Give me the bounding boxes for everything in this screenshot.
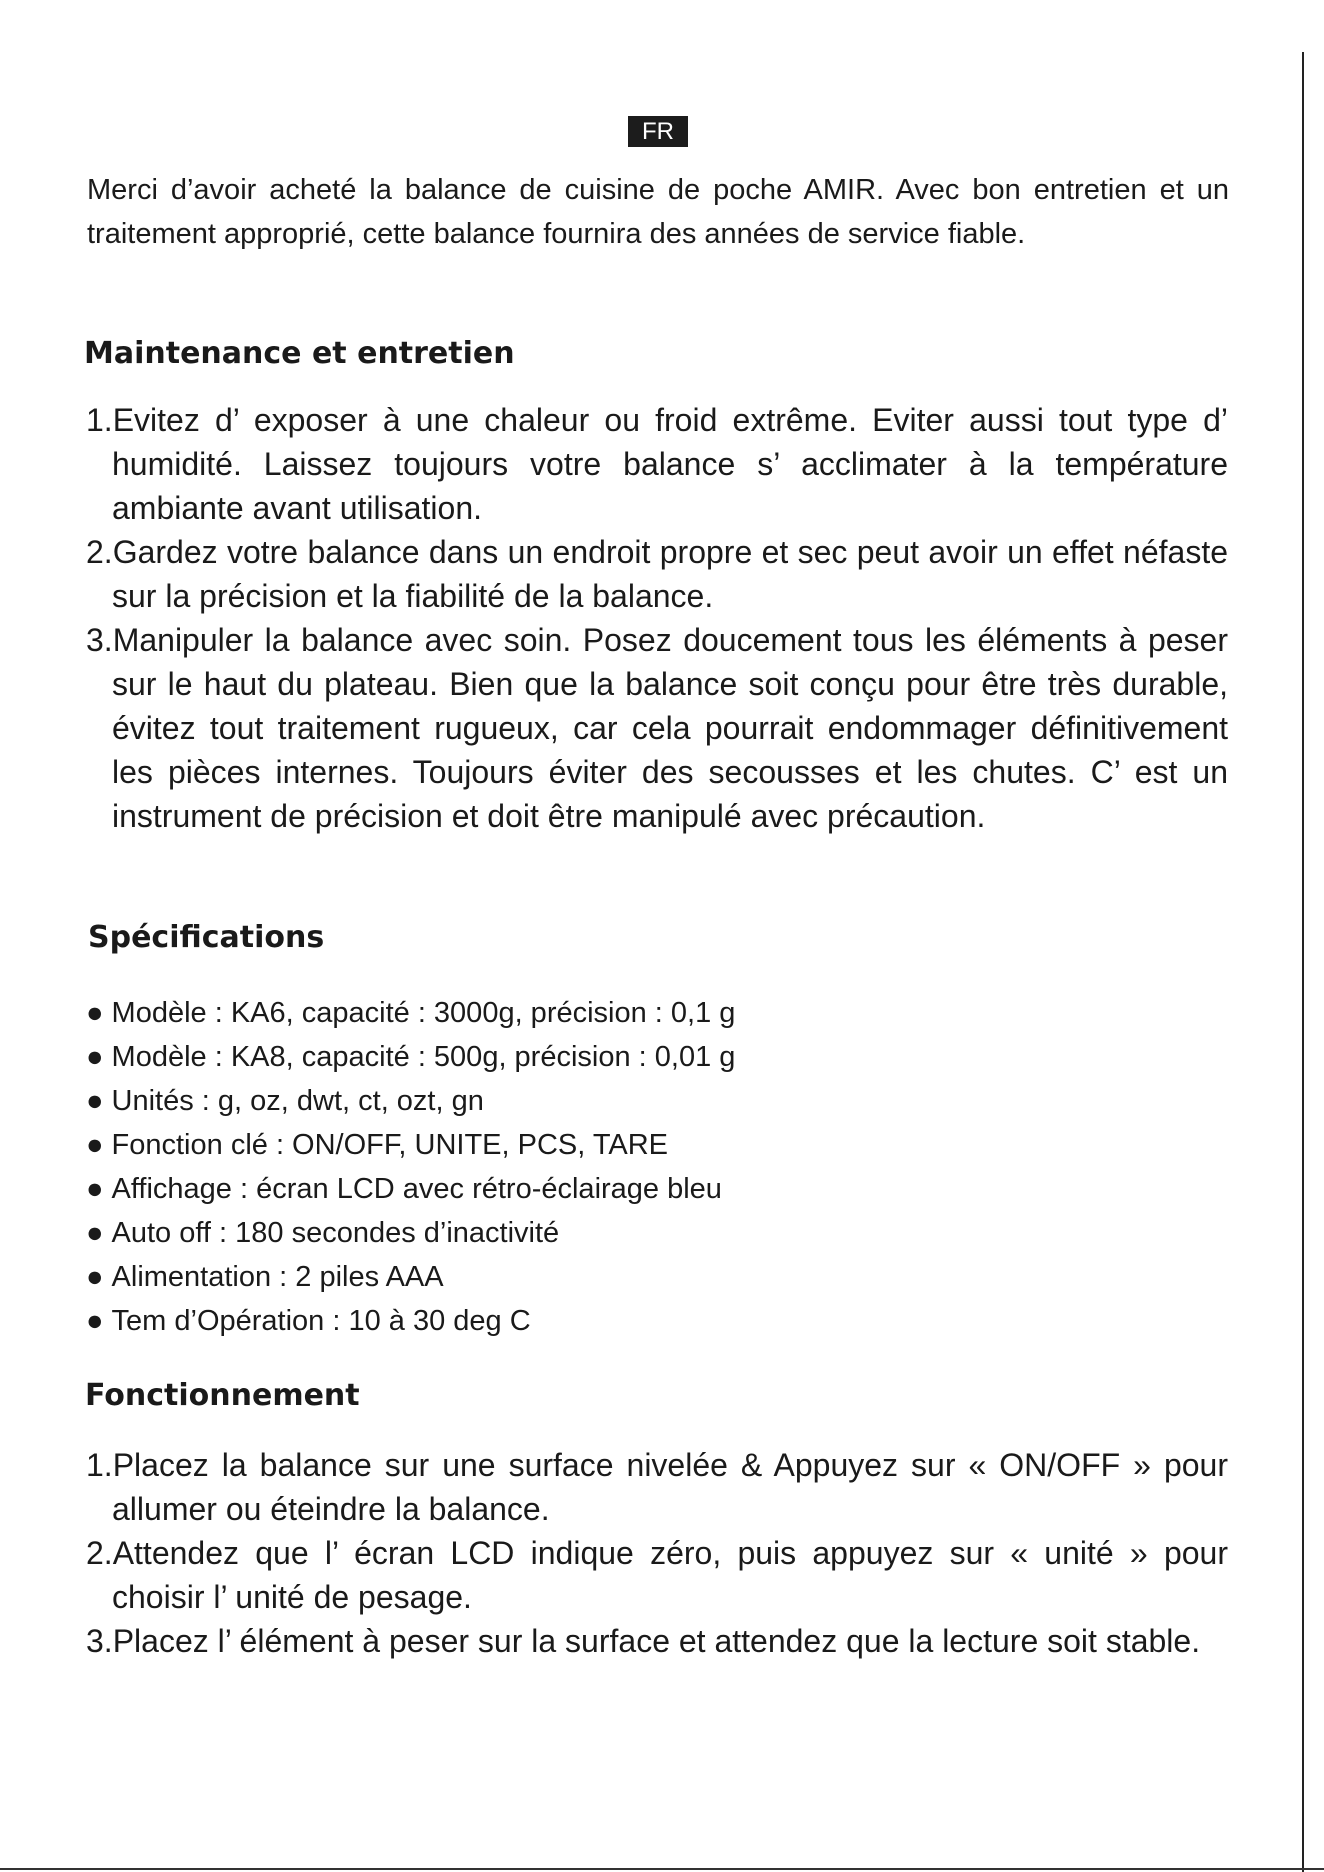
- bullet-icon: ●: [86, 1173, 104, 1205]
- maintenance-heading: Maintenance et entretien: [84, 336, 515, 371]
- specifications-heading: Spécifications: [88, 920, 325, 955]
- list-item: 2.Gardez votre balance dans un endroit propre et sec peut avoir un effet néfaste sur la précision et la fiabilité de la balance.: [86, 534, 1228, 614]
- bullet-icon: ●: [86, 997, 104, 1029]
- spec-text: Affichage : écran LCD avec rétro-éclairage bleu: [111, 1173, 722, 1205]
- language-badge: FR: [628, 116, 688, 147]
- spec-text: Modèle : KA6, capacité : 3000g, précision : 0,1 g: [111, 997, 736, 1029]
- page-edge-rule: [1302, 52, 1304, 1872]
- spec-text: Fonction clé : ON/OFF, UNITE, PCS, TARE: [111, 1129, 669, 1161]
- operation-heading: Fonctionnement: [85, 1378, 360, 1413]
- operation-list: [86, 1443, 1228, 1663]
- bullet-icon: ●: [86, 1217, 104, 1249]
- intro-paragraph: Merci d’avoir acheté la balance de cuisine de poche AMIR. Avec bon entretien et un traitement approprié, cette balance fournira des années de service fiable.: [87, 174, 1229, 250]
- list-item: [86, 1079, 735, 1123]
- page-bottom-rule: [0, 1868, 1324, 1870]
- list-item: [86, 1167, 735, 1211]
- bullet-icon: ●: [86, 1305, 104, 1337]
- list-item: 3.Manipuler la balance avec soin. Posez doucement tous les éléments à peser sur le haut du plateau. Bien que la balance soit conçu pour être très durable, évitez tout traitement rugueux, car cela pourrait endommager définitivement les pièces internes. Toujours éviter des secousses et les chutes. C’ est un instrument de précision et doit être manipulé avec précaution.: [86, 622, 1228, 834]
- spec-text: Modèle : KA8, capacité : 500g, précision : 0,01 g: [111, 1041, 736, 1073]
- specifications-list: [86, 991, 735, 1343]
- list-item: [86, 1123, 735, 1167]
- bullet-icon: ●: [86, 1041, 104, 1073]
- list-item: [86, 1299, 735, 1343]
- list-item: [86, 991, 735, 1035]
- bullet-icon: ●: [86, 1085, 104, 1117]
- spec-text: Tem d’Opération : 10 à 30 deg C: [111, 1305, 531, 1337]
- list-item: 1.Evitez d’ exposer à une chaleur ou froid extrême. Eviter aussi tout type d’ humidité. Laissez toujours votre balance s’ acclimater à la température ambiante avant utilisation.: [86, 402, 1228, 526]
- list-item: 2.Attendez que l’ écran LCD indique zéro, puis appuyez sur « unité » pour choisir l’ unité de pesage.: [86, 1535, 1228, 1615]
- spec-text: Alimentation : 2 piles AAA: [111, 1261, 444, 1293]
- list-item: [86, 1035, 735, 1079]
- bullet-icon: ●: [86, 1261, 104, 1293]
- list-item: [86, 1255, 735, 1299]
- list-item: [86, 1211, 735, 1255]
- bullet-icon: ●: [86, 1129, 104, 1161]
- list-item: 1.Placez la balance sur une surface nivelée & Appuyez sur « ON/OFF » pour allumer ou éteindre la balance.: [86, 1447, 1228, 1527]
- spec-text: Unités : g, oz, dwt, ct, ozt, gn: [111, 1085, 484, 1117]
- list-item: 3.Placez l’ élément à peser sur la surface et attendez que la lecture soit stable.: [86, 1623, 1201, 1659]
- maintenance-list: [86, 398, 1228, 838]
- spec-text: Auto off : 180 secondes d’inactivité: [111, 1217, 560, 1249]
